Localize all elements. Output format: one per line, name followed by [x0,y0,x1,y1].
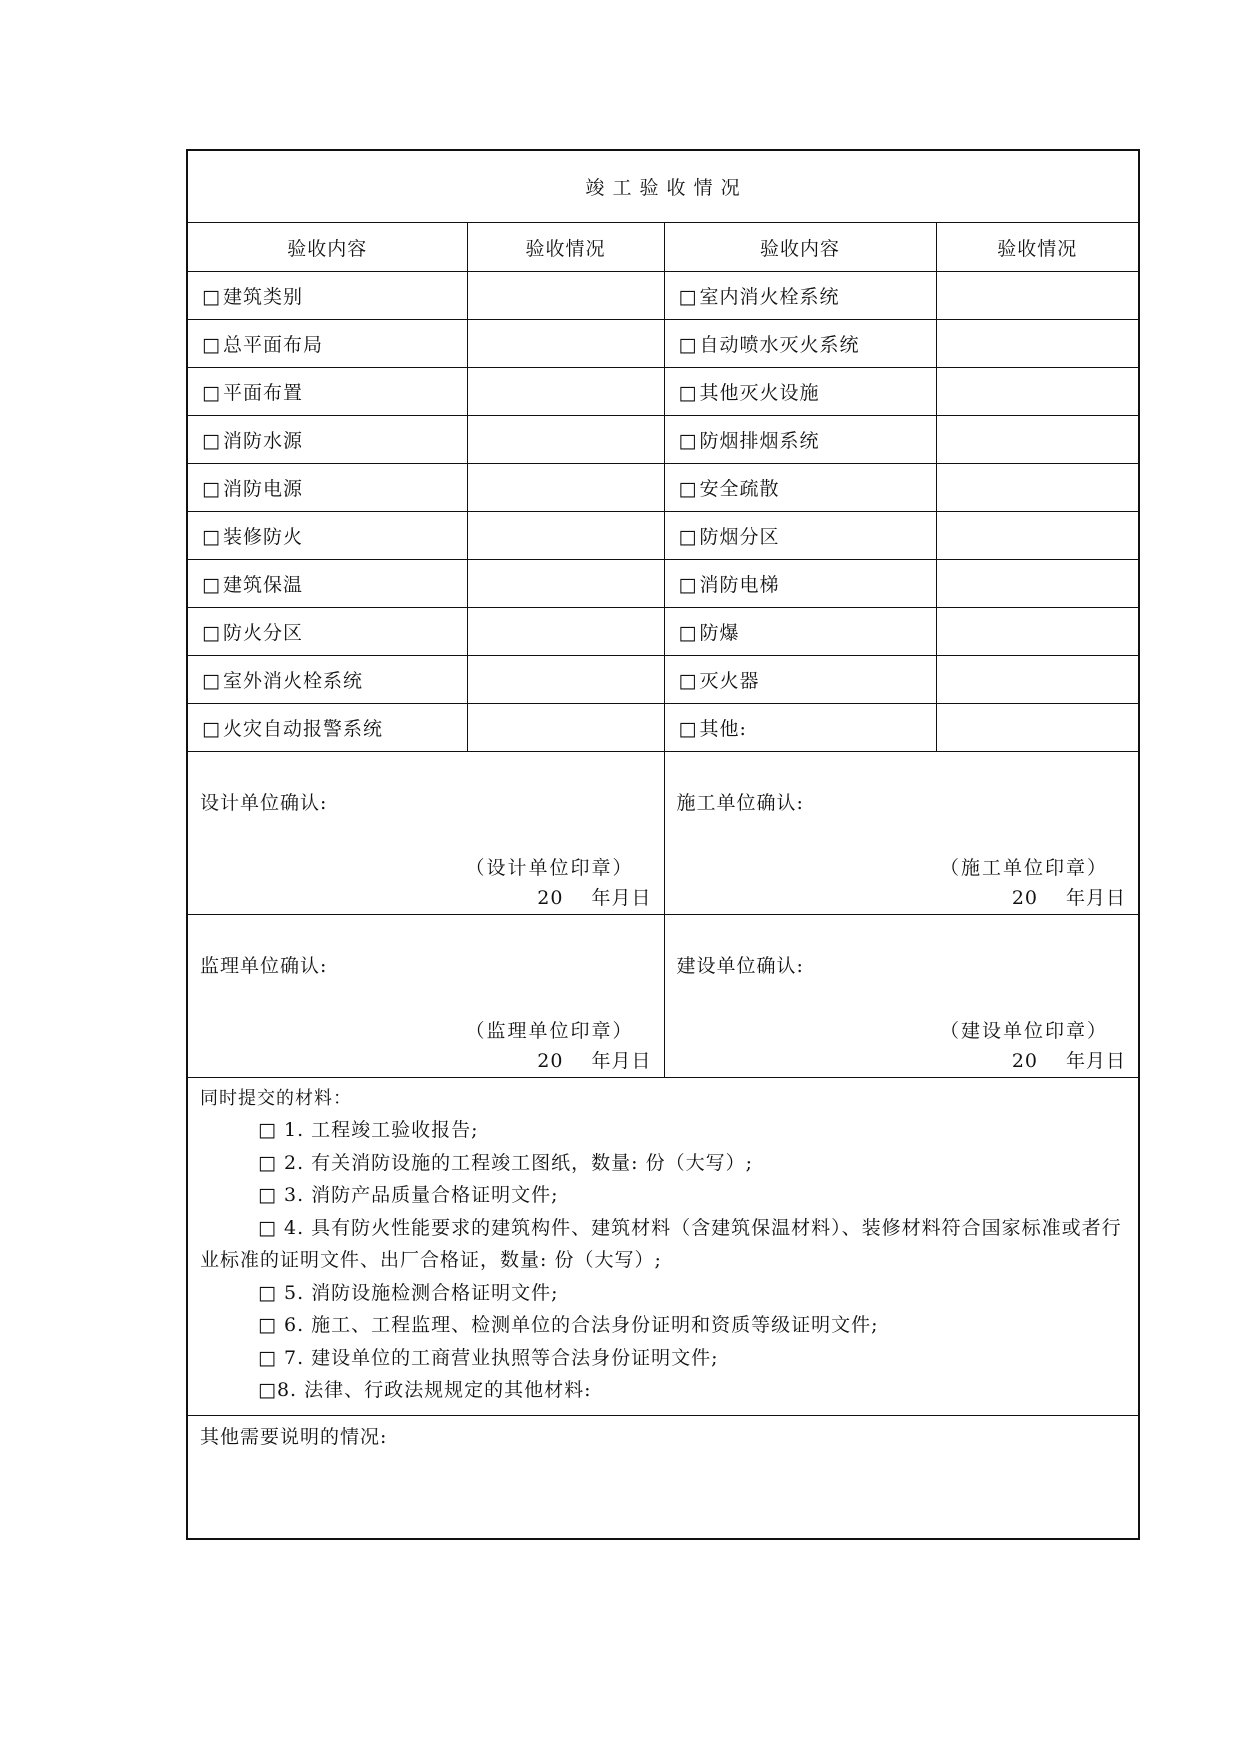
header-content-left: 验收内容 [187,223,467,272]
item-status-cell[interactable] [936,416,1139,464]
item-row [187,704,1139,752]
materials-item[interactable]: □ 2. 有关消防设施的工程竣工图纸，数量: 份（大写）; [258,1151,754,1174]
item-status-cell[interactable] [467,320,664,368]
item-right [664,464,936,512]
item-label: 消防电源 [222,478,303,500]
item-status-cell[interactable] [936,560,1139,608]
date-suffix: 年月日 [1066,1050,1127,1072]
materials-item[interactable]: □ 7. 建设单位的工商营业执照等合法身份证明文件; [258,1346,719,1369]
item-status-cell[interactable] [467,464,664,512]
owner-confirm-label: 建设单位确认: [676,955,804,977]
item-status-cell[interactable] [467,416,664,464]
item-label: 防烟分区 [699,526,780,548]
item-label: 防火分区 [222,622,303,644]
item-right [664,560,936,608]
item-status-cell[interactable] [936,704,1139,752]
item-label: 其他: [699,718,747,740]
checkbox[interactable]: □ [202,430,221,452]
item-right [664,656,936,704]
item-label: 防烟排烟系统 [699,430,820,452]
materials-item[interactable]: □ 3. 消防产品质量合格证明文件; [258,1184,559,1206]
item-right [664,416,936,464]
item-label: 灭火器 [699,670,760,692]
item-status-cell[interactable] [936,608,1139,656]
materials-item[interactable]: □8. 法律、行政法规规定的其他材料: [258,1379,592,1401]
item-status-cell[interactable] [936,512,1139,560]
construction-date [1012,883,1126,910]
item-label: 平面布置 [222,382,303,404]
item-left [187,656,467,704]
item-left [187,272,467,320]
item-status-cell[interactable] [467,368,664,416]
checkbox[interactable]: □ [678,430,698,452]
item-right [664,704,936,752]
item-status-cell[interactable] [467,560,664,608]
item-label: 消防电梯 [699,574,780,596]
item-status-cell[interactable] [467,272,664,320]
owner-date [1012,1046,1126,1073]
item-left [187,704,467,752]
design-confirm-label: 设计单位确认: [200,792,328,814]
supervision-confirmation[interactable] [187,915,664,1078]
materials-item[interactable]: □ 1. 工程竣工验收报告; [258,1119,479,1141]
item-left [187,464,467,512]
materials-section [187,1078,1139,1416]
checkbox[interactable]: □ [678,622,698,644]
item-label: 火灾自动报警系统 [222,718,383,740]
item-row [187,560,1139,608]
item-label: 装修防火 [222,526,303,548]
item-row [187,272,1139,320]
item-left [187,608,467,656]
item-row [187,608,1139,656]
acceptance-form-table [186,149,1140,1540]
checkbox[interactable]: □ [202,622,221,644]
item-status-cell[interactable] [936,464,1139,512]
item-left [187,320,467,368]
construction-confirm-label: 施工单位确认: [676,792,804,814]
construction-seal-label: （施工单位印章） [940,857,1109,879]
item-left [187,416,467,464]
item-row [187,320,1139,368]
item-label: 室内消火栓系统 [699,286,840,308]
checkbox[interactable]: □ [678,334,698,356]
checkbox[interactable]: □ [678,526,698,548]
item-label: 总平面布局 [222,334,323,356]
checkbox[interactable]: □ [202,334,221,356]
item-label: 其他灭火设施 [699,382,820,404]
item-label: 安全疏散 [699,478,780,500]
item-status-cell[interactable] [467,704,664,752]
materials-title: 同时提交的材料： [200,1088,352,1109]
item-status-cell[interactable] [936,656,1139,704]
item-status-cell[interactable] [936,368,1139,416]
header-status-left: 验收情况 [467,223,664,272]
supervision-seal-label: （监理单位印章） [465,1020,634,1042]
item-label: 室外消火栓系统 [222,670,363,692]
materials-item[interactable]: □ 6. 施工、工程监理、检测单位的合法身份证明和资质等级证明文件; [258,1314,879,1336]
supervision-confirm-label: 监理单位确认: [200,955,328,977]
design-date [537,883,651,910]
header-status-right: 验收情况 [936,223,1139,272]
checkbox[interactable]: □ [678,286,698,308]
item-row [187,656,1139,704]
item-right [664,320,936,368]
item-left [187,512,467,560]
date-suffix: 年月日 [591,887,652,909]
item-row [187,464,1139,512]
owner-seal-label: （建设单位印章） [940,1020,1109,1042]
item-label: 建筑类别 [222,286,303,308]
checkbox[interactable]: □ [678,382,698,404]
item-row [187,368,1139,416]
date-year: 20 [537,1050,564,1072]
item-label: 消防水源 [222,430,303,452]
checkbox[interactable]: □ [678,670,698,692]
checkbox[interactable]: □ [202,478,221,500]
item-right [664,272,936,320]
checkbox[interactable]: □ [202,286,221,308]
supervision-date [537,1046,651,1073]
item-label: 建筑保温 [222,574,303,596]
date-suffix: 年月日 [1066,887,1127,909]
design-seal-label: （设计单位印章） [465,857,634,879]
owner-confirmation[interactable] [664,915,1139,1078]
item-status-cell[interactable] [467,512,664,560]
item-status-cell[interactable] [936,272,1139,320]
item-left [187,560,467,608]
construction-confirmation[interactable] [664,752,1139,915]
item-status-cell[interactable] [467,608,664,656]
date-year: 20 [1011,1050,1038,1072]
item-right [664,608,936,656]
materials-item[interactable]: □ 5. 消防设施检测合格证明文件; [258,1281,559,1304]
checkbox[interactable]: □ [678,478,698,500]
date-suffix: 年月日 [591,1050,652,1072]
checkbox[interactable]: □ [202,382,221,404]
date-year: 20 [537,887,564,909]
checkbox[interactable]: □ [678,574,698,596]
checkbox[interactable]: □ [202,526,221,548]
checkbox[interactable]: □ [202,574,221,596]
item-right [664,368,936,416]
materials-item[interactable]: □ 4. 具有防火性能要求的建筑构件、建筑材料（含建筑保温材料）、装修材料符合国家标准或者行业标准的证明文件、出厂合格证，数量: 份（大写）; [200,1216,1122,1271]
checkbox[interactable]: □ [678,718,698,740]
date-year: 20 [1011,887,1038,909]
item-row [187,512,1139,560]
notes-label: 其他需要说明的情况: [200,1425,388,1448]
item-right [664,512,936,560]
item-label: 防爆 [699,622,740,644]
item-status-cell[interactable] [936,320,1139,368]
item-label: 自动喷水灭火系统 [699,334,860,356]
item-row [187,416,1139,464]
item-left [187,368,467,416]
form-title: 竣 工 验 收 情 况 [187,150,1139,223]
checkbox[interactable]: □ [202,670,221,692]
design-confirmation[interactable] [187,752,664,915]
header-content-right: 验收内容 [664,223,936,272]
checkbox[interactable]: □ [202,718,221,740]
notes-section[interactable] [187,1415,1139,1539]
item-status-cell[interactable] [467,656,664,704]
